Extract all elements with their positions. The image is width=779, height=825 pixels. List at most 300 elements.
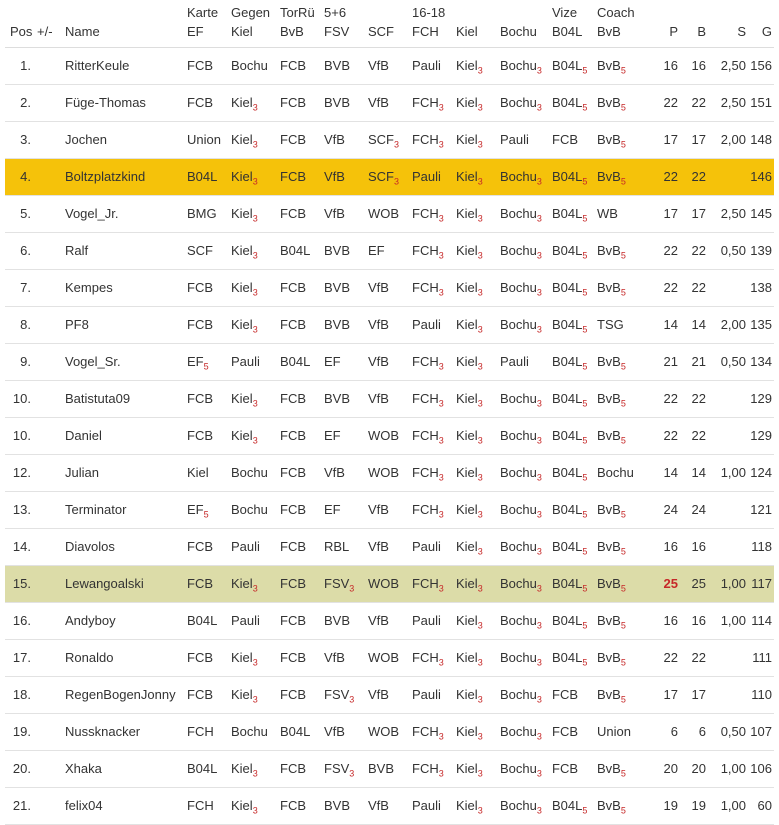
cell-points-sub: 5	[620, 583, 626, 594]
cell-scf	[368, 676, 412, 713]
cell-scf	[368, 195, 412, 232]
cell-5plus6	[324, 47, 368, 84]
header-name[interactable]: Name	[65, 0, 187, 47]
cell-value: Kiel	[456, 724, 478, 739]
cell-5plus6	[324, 158, 368, 195]
cell-pos: 4.	[5, 158, 37, 195]
cell-torru	[280, 343, 324, 380]
cell-points-sub: 3	[252, 768, 258, 779]
header-coach-top: Coach	[597, 4, 635, 20]
cell-5plus6	[324, 602, 368, 639]
table-row[interactable]	[5, 639, 774, 676]
cell-value: B04L	[552, 798, 583, 813]
cell-value: RBL	[324, 539, 350, 554]
cell-b: 17	[682, 195, 710, 232]
table-row[interactable]	[5, 306, 774, 343]
cell-16-18	[412, 121, 456, 158]
cell-5plus6	[324, 750, 368, 787]
cell-b: 22	[682, 269, 710, 306]
cell-value: FCB	[280, 206, 306, 221]
cell-vize	[552, 380, 597, 417]
cell-bochu	[500, 343, 552, 380]
cell-p: 14	[649, 454, 682, 491]
cell-value: FCB	[187, 317, 213, 332]
cell-name[interactable]: RegenBogenJonny	[65, 676, 187, 713]
cell-points-sub: 3	[252, 250, 258, 261]
cell-kiel	[456, 676, 500, 713]
cell-name[interactable]: Jochen	[65, 121, 187, 158]
cell-value: EF	[324, 428, 341, 443]
cell-coach	[597, 121, 649, 158]
cell-b: 25	[682, 565, 710, 602]
cell-value: BvB	[597, 354, 621, 369]
cell-value: FCH	[187, 798, 214, 813]
cell-value: VfB	[324, 650, 345, 665]
cell-5plus6	[324, 713, 368, 750]
cell-points-sub: 5	[620, 657, 626, 668]
cell-torru	[280, 306, 324, 343]
cell-vize	[552, 417, 597, 454]
cell-16-18	[412, 639, 456, 676]
cell-value: Bochu	[500, 798, 537, 813]
cell-value: FCB	[552, 761, 578, 776]
cell-bochu	[500, 750, 552, 787]
table-row[interactable]	[5, 713, 774, 750]
cell-value: FCB	[187, 428, 213, 443]
header-gegen-bottom: Kiel	[231, 23, 253, 39]
cell-points-sub: 3	[536, 509, 542, 520]
cell-value: BvB	[597, 761, 621, 776]
cell-coach	[597, 232, 649, 269]
cell-name[interactable]: Lewangoalski	[65, 565, 187, 602]
cell-bochu	[500, 232, 552, 269]
cell-bochu	[500, 787, 552, 824]
cell-value: FSV	[324, 687, 350, 702]
table-row[interactable]	[5, 121, 774, 158]
cell-points-sub: 3	[252, 213, 258, 224]
cell-vize	[552, 528, 597, 565]
cell-value: BVB	[324, 58, 351, 73]
cell-points-sub: 3	[536, 398, 542, 409]
cell-points-sub: 3	[349, 583, 355, 594]
cell-name[interactable]: felix04	[65, 787, 187, 824]
cell-bochu	[500, 269, 552, 306]
cell-value: Kiel	[456, 502, 478, 517]
cell-b: 24	[682, 491, 710, 528]
cell-16-18	[412, 158, 456, 195]
cell-bochu	[500, 713, 552, 750]
cell-name[interactable]: PF8	[65, 306, 187, 343]
cell-value: WOB	[368, 650, 400, 665]
cell-points-sub: 3	[438, 583, 444, 594]
cell-16-18	[412, 491, 456, 528]
cell-value: BvB	[597, 502, 621, 517]
cell-points-sub: 5	[582, 546, 588, 557]
cell-points-sub: 3	[477, 398, 483, 409]
header-gegen[interactable]	[231, 0, 280, 47]
table-row[interactable]	[5, 158, 774, 195]
cell-name[interactable]: Nussknacker	[65, 713, 187, 750]
cell-gegen	[231, 454, 280, 491]
table-row[interactable]	[5, 602, 774, 639]
cell-p: 20	[649, 750, 682, 787]
table-row[interactable]	[5, 565, 774, 602]
cell-value: Bochu	[500, 58, 537, 73]
cell-coach	[597, 195, 649, 232]
cell-karte	[187, 565, 231, 602]
cell-p: 16	[649, 602, 682, 639]
cell-5plus6	[324, 565, 368, 602]
cell-karte	[187, 491, 231, 528]
cell-value: BvB	[597, 798, 621, 813]
cell-value: VfB	[368, 58, 389, 73]
table-row[interactable]	[5, 676, 774, 713]
cell-points-sub: 3	[252, 694, 258, 705]
cell-points-sub: 3	[477, 176, 483, 187]
cell-g: 106	[750, 750, 774, 787]
cell-scf	[368, 269, 412, 306]
cell-name[interactable]: RitterKeule	[65, 47, 187, 84]
cell-value: FCB	[280, 576, 306, 591]
cell-coach	[597, 454, 649, 491]
cell-gegen	[231, 47, 280, 84]
cell-points-sub: 3	[477, 620, 483, 631]
cell-points-sub: 3	[438, 213, 444, 224]
cell-value: Kiel	[187, 465, 209, 480]
cell-name[interactable]: Julian	[65, 454, 187, 491]
cell-kiel	[456, 232, 500, 269]
header-karte[interactable]	[187, 0, 231, 47]
cell-5plus6	[324, 639, 368, 676]
cell-16-18	[412, 750, 456, 787]
cell-value: FCB	[187, 95, 213, 110]
header-coach[interactable]	[597, 0, 649, 47]
cell-b: 20	[682, 750, 710, 787]
table-row[interactable]	[5, 491, 774, 528]
cell-16-18	[412, 454, 456, 491]
cell-value: Kiel	[231, 687, 253, 702]
cell-value: BvB	[597, 391, 621, 406]
header-g[interactable]: G	[750, 0, 774, 47]
cell-5plus6	[324, 306, 368, 343]
table-row[interactable]	[5, 195, 774, 232]
cell-5plus6	[324, 121, 368, 158]
cell-p: 17	[649, 121, 682, 158]
header-gegen-top: Gegen	[231, 4, 271, 20]
header-b[interactable]: B	[682, 0, 710, 47]
cell-b: 6	[682, 713, 710, 750]
cell-g: 60	[750, 787, 774, 824]
table-row[interactable]	[5, 232, 774, 269]
cell-pos: 10.	[5, 380, 37, 417]
cell-points-sub: 3	[438, 398, 444, 409]
cell-points-sub: 5	[620, 546, 626, 557]
cell-name[interactable]: Terminator	[65, 491, 187, 528]
cell-value: FCB	[280, 317, 306, 332]
header-torru[interactable]	[280, 0, 324, 47]
cell-name[interactable]: Ronaldo	[65, 639, 187, 676]
cell-value: Kiel	[231, 650, 253, 665]
cell-plus-minus	[37, 528, 65, 565]
cell-16-18	[412, 713, 456, 750]
cell-points-sub: 3	[536, 176, 542, 187]
cell-p: 21	[649, 343, 682, 380]
header-coach-bottom: BvB	[597, 23, 621, 39]
cell-name[interactable]: Ralf	[65, 232, 187, 269]
header-p[interactable]: P	[649, 0, 682, 47]
table-row[interactable]	[5, 528, 774, 565]
cell-points-sub: 3	[477, 472, 483, 483]
cell-points-sub: 5	[582, 657, 588, 668]
cell-name[interactable]: Kempes	[65, 269, 187, 306]
table-row[interactable]	[5, 84, 774, 121]
cell-scf	[368, 158, 412, 195]
cell-torru	[280, 787, 324, 824]
cell-gegen	[231, 713, 280, 750]
cell-value: FCH	[187, 724, 214, 739]
standings-table	[5, 0, 774, 825]
header-plus-minus[interactable]: +/-	[37, 0, 65, 47]
cell-torru	[280, 232, 324, 269]
cell-name[interactable]: Batistuta09	[65, 380, 187, 417]
cell-points-sub: 5	[620, 250, 626, 261]
header-5plus6[interactable]	[324, 0, 368, 47]
cell-torru	[280, 750, 324, 787]
cell-s: 0,50	[710, 232, 750, 269]
cell-value: VfB	[368, 539, 389, 554]
cell-kiel	[456, 787, 500, 824]
cell-bochu	[500, 158, 552, 195]
cell-karte	[187, 269, 231, 306]
cell-scf	[368, 787, 412, 824]
cell-name[interactable]: Diavolos	[65, 528, 187, 565]
cell-scf	[368, 380, 412, 417]
cell-b: 17	[682, 121, 710, 158]
cell-value: Bochu	[231, 724, 268, 739]
cell-scf	[368, 528, 412, 565]
cell-points-sub: 3	[477, 805, 483, 816]
cell-points-sub: 5	[582, 583, 588, 594]
cell-value: WOB	[368, 724, 400, 739]
cell-points-sub: 3	[536, 250, 542, 261]
cell-value: FCH	[412, 95, 439, 110]
cell-vize	[552, 121, 597, 158]
cell-5plus6	[324, 528, 368, 565]
cell-5plus6	[324, 269, 368, 306]
cell-value: BvB	[597, 687, 621, 702]
cell-torru	[280, 47, 324, 84]
cell-s	[710, 417, 750, 454]
cell-value: FCH	[412, 724, 439, 739]
cell-value: BVB	[368, 761, 395, 776]
cell-points-sub: 3	[536, 324, 542, 335]
cell-p: 22	[649, 158, 682, 195]
cell-torru	[280, 84, 324, 121]
cell-scf	[368, 491, 412, 528]
cell-value: VfB	[368, 391, 389, 406]
cell-points-sub: 3	[252, 583, 258, 594]
cell-value: FCH	[412, 465, 439, 480]
cell-s: 1,00	[710, 787, 750, 824]
cell-value: VfB	[324, 206, 345, 221]
cell-name[interactable]: Andyboy	[65, 602, 187, 639]
cell-points-sub: 5	[203, 509, 209, 520]
header-scf[interactable]	[368, 0, 412, 47]
cell-coach	[597, 565, 649, 602]
table-row[interactable]	[5, 787, 774, 824]
cell-p: 22	[649, 639, 682, 676]
cell-bochu	[500, 121, 552, 158]
cell-value: BvB	[597, 650, 621, 665]
cell-16-18	[412, 676, 456, 713]
cell-points-sub: 5	[620, 435, 626, 446]
cell-value: Kiel	[231, 317, 253, 332]
table-row[interactable]	[5, 47, 774, 84]
cell-value: Pauli	[412, 58, 441, 73]
cell-value: Pauli	[231, 354, 260, 369]
cell-points-sub: 3	[252, 398, 258, 409]
cell-coach	[597, 676, 649, 713]
cell-plus-minus	[37, 676, 65, 713]
cell-s	[710, 639, 750, 676]
cell-16-18	[412, 47, 456, 84]
header-16-18[interactable]	[412, 0, 456, 47]
cell-value: WOB	[368, 465, 400, 480]
cell-value: FCH	[412, 391, 439, 406]
cell-pos: 10.	[5, 417, 37, 454]
cell-gegen	[231, 121, 280, 158]
cell-value: BVB	[324, 280, 351, 295]
cell-16-18	[412, 565, 456, 602]
cell-gegen	[231, 787, 280, 824]
cell-kiel	[456, 47, 500, 84]
cell-scf	[368, 306, 412, 343]
cell-value: VfB	[368, 95, 389, 110]
cell-points-sub: 3	[438, 287, 444, 298]
cell-value: BvB	[597, 243, 621, 258]
cell-value: BVB	[324, 798, 351, 813]
cell-p: 16	[649, 47, 682, 84]
cell-value: FCB	[280, 798, 306, 813]
cell-torru	[280, 639, 324, 676]
cell-value: B04L	[552, 613, 583, 628]
cell-vize	[552, 676, 597, 713]
cell-p: 16	[649, 528, 682, 565]
cell-s	[710, 528, 750, 565]
cell-value: FCB	[280, 613, 306, 628]
cell-s	[710, 491, 750, 528]
cell-value: Pauli	[412, 317, 441, 332]
cell-16-18	[412, 306, 456, 343]
cell-points-sub: 3	[536, 287, 542, 298]
cell-karte	[187, 158, 231, 195]
cell-value: Bochu	[500, 169, 537, 184]
cell-bochu	[500, 195, 552, 232]
cell-kiel	[456, 158, 500, 195]
table-row[interactable]	[5, 417, 774, 454]
cell-scf	[368, 454, 412, 491]
cell-s: 2,50	[710, 195, 750, 232]
cell-scf	[368, 232, 412, 269]
cell-coach	[597, 639, 649, 676]
table-row[interactable]	[5, 269, 774, 306]
cell-kiel	[456, 713, 500, 750]
cell-value: FCB	[280, 465, 306, 480]
header-pos[interactable]: Pos	[5, 0, 37, 47]
table-row[interactable]	[5, 454, 774, 491]
cell-coach	[597, 343, 649, 380]
cell-value: FCB	[187, 280, 213, 295]
cell-points-sub: 3	[477, 102, 483, 113]
cell-gegen	[231, 306, 280, 343]
cell-bochu	[500, 47, 552, 84]
cell-16-18	[412, 417, 456, 454]
cell-scf	[368, 84, 412, 121]
cell-16-18	[412, 602, 456, 639]
cell-name[interactable]: Vogel_Sr.	[65, 343, 187, 380]
cell-scf	[368, 750, 412, 787]
standings-body	[5, 47, 774, 824]
cell-gegen	[231, 602, 280, 639]
cell-points-sub: 5	[620, 65, 626, 76]
cell-value: Pauli	[412, 539, 441, 554]
cell-name[interactable]: Vogel_Jr.	[65, 195, 187, 232]
cell-name[interactable]: Daniel	[65, 417, 187, 454]
cell-points-sub: 3	[349, 768, 355, 779]
cell-value: BVB	[324, 391, 351, 406]
table-row[interactable]	[5, 380, 774, 417]
cell-plus-minus	[37, 380, 65, 417]
cell-points-sub: 3	[438, 435, 444, 446]
cell-g: 129	[750, 380, 774, 417]
cell-value: Kiel	[231, 576, 253, 591]
cell-value: Bochu	[500, 502, 537, 517]
cell-b: 22	[682, 84, 710, 121]
cell-value: VfB	[368, 613, 389, 628]
cell-5plus6	[324, 84, 368, 121]
cell-value: Bochu	[231, 502, 268, 517]
table-row[interactable]	[5, 343, 774, 380]
cell-gegen	[231, 750, 280, 787]
cell-name[interactable]: Xhaka	[65, 750, 187, 787]
cell-value: Bochu	[231, 58, 268, 73]
cell-name[interactable]: Füge-Thomas	[65, 84, 187, 121]
cell-points-sub: 5	[620, 102, 626, 113]
cell-points-sub: 5	[620, 139, 626, 150]
cell-points-sub: 3	[477, 657, 483, 668]
cell-value: Kiel	[456, 58, 478, 73]
cell-points-sub: 3	[394, 176, 400, 187]
table-row[interactable]	[5, 750, 774, 787]
cell-value: Bochu	[500, 465, 537, 480]
header-kiel[interactable]	[456, 0, 500, 47]
cell-vize	[552, 343, 597, 380]
cell-name[interactable]: Boltzplatzkind	[65, 158, 187, 195]
cell-value: WOB	[368, 576, 400, 591]
cell-value: Bochu	[500, 428, 537, 443]
header-vize[interactable]	[552, 0, 597, 47]
cell-value: EF	[187, 502, 204, 517]
cell-g: 117	[750, 565, 774, 602]
cell-b: 14	[682, 306, 710, 343]
cell-plus-minus	[37, 602, 65, 639]
cell-value: EF	[368, 243, 385, 258]
cell-plus-minus	[37, 417, 65, 454]
cell-value: FCB	[187, 576, 213, 591]
header-bochu[interactable]	[500, 0, 552, 47]
header-s[interactable]: S	[710, 0, 750, 47]
cell-karte	[187, 454, 231, 491]
